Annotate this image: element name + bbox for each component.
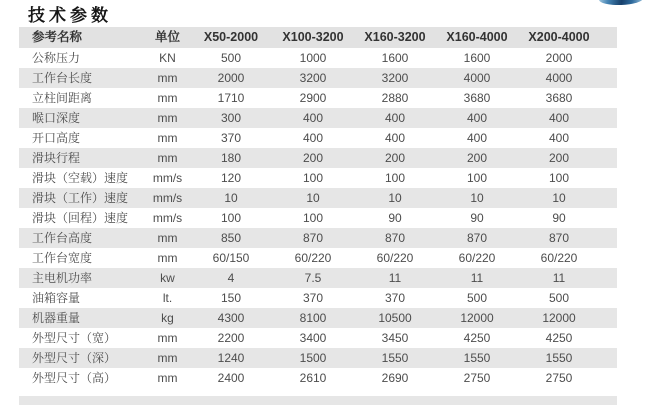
table-row	[19, 188, 617, 208]
table-row	[19, 268, 617, 288]
table-row	[19, 368, 617, 388]
value-cell: 60/220	[376, 251, 414, 265]
unit-cell: mm	[157, 331, 178, 345]
unit-cell: mm	[157, 111, 178, 125]
value-cell: 2900	[299, 91, 327, 105]
value-cell: 400	[302, 111, 324, 125]
value-cell: 100	[466, 171, 488, 185]
unit-cell: mm	[157, 231, 178, 245]
param-name-cell: 工作台长度	[32, 71, 93, 85]
value-cell: 100	[220, 211, 242, 225]
value-cell: 200	[384, 151, 406, 165]
value-cell: 100	[548, 171, 570, 185]
value-cell: 7.5	[304, 271, 322, 285]
value-cell: 10	[306, 191, 320, 205]
value-cell: 2750	[545, 371, 573, 385]
value-cell: 11	[388, 271, 402, 285]
value-cell: 300	[220, 111, 242, 125]
value-cell: 10	[388, 191, 402, 205]
value-cell: 4250	[545, 331, 573, 345]
value-cell: 400	[384, 111, 406, 125]
spec-table	[19, 27, 617, 388]
unit-cell: mm/s	[152, 171, 183, 185]
column-header: X100-3200	[282, 30, 344, 44]
value-cell: 1710	[217, 91, 245, 105]
value-cell: 100	[384, 171, 406, 185]
table-row	[19, 348, 617, 368]
value-cell: 10	[224, 191, 238, 205]
value-cell: 100	[302, 171, 324, 185]
value-cell: 3450	[381, 331, 409, 345]
value-cell: 1550	[381, 351, 409, 365]
value-cell: 200	[548, 151, 570, 165]
value-cell: 90	[388, 211, 402, 225]
value-cell: 90	[552, 211, 566, 225]
value-cell: 2750	[463, 371, 491, 385]
value-cell: 150	[220, 291, 242, 305]
value-cell: 4000	[545, 71, 573, 85]
value-cell: 60/150	[212, 251, 250, 265]
table-footer-band	[19, 396, 617, 405]
value-cell: 4300	[217, 311, 245, 325]
column-header: X200-4000	[528, 30, 590, 44]
value-cell: 10	[470, 191, 484, 205]
param-name-cell: 喉口深度	[32, 111, 81, 125]
value-cell: 870	[466, 231, 488, 245]
value-cell: 2690	[381, 371, 409, 385]
unit-cell: mm	[157, 91, 178, 105]
value-cell: 1240	[217, 351, 245, 365]
unit-cell: mm/s	[152, 191, 183, 205]
param-name-cell: 工作台宽度	[32, 251, 93, 265]
value-cell: 60/220	[294, 251, 332, 265]
param-name-cell: 立柱间距离	[32, 91, 93, 105]
value-cell: 3200	[381, 71, 409, 85]
table-row	[19, 88, 617, 108]
param-name-cell: 开口高度	[32, 131, 81, 145]
unit-cell: lt.	[162, 291, 173, 305]
param-name-cell: 滑块（工作）速度	[32, 191, 129, 205]
column-header: 参考名称	[32, 30, 83, 44]
param-name-cell: 油箱容量	[32, 291, 81, 305]
table-row	[19, 248, 617, 268]
value-cell: 2610	[299, 371, 327, 385]
value-cell: 2200	[217, 331, 245, 345]
value-cell: 12000	[460, 311, 494, 325]
value-cell: 1500	[299, 351, 327, 365]
value-cell: 870	[548, 231, 570, 245]
value-cell: 1600	[463, 51, 491, 65]
value-cell: 8100	[299, 311, 327, 325]
unit-cell: mm	[157, 151, 178, 165]
value-cell: 4	[227, 271, 235, 285]
value-cell: 850	[220, 231, 242, 245]
value-cell: 10	[552, 191, 566, 205]
value-cell: 500	[466, 291, 488, 305]
value-cell: 400	[302, 131, 324, 145]
value-cell: 1000	[299, 51, 327, 65]
value-cell: 60/220	[540, 251, 578, 265]
value-cell: 400	[548, 111, 570, 125]
unit-cell: mm	[157, 251, 178, 265]
value-cell: 90	[470, 211, 484, 225]
value-cell: 400	[548, 131, 570, 145]
value-cell: 120	[220, 171, 242, 185]
table-row	[19, 128, 617, 148]
value-cell: 12000	[542, 311, 576, 325]
param-name-cell: 工作台高度	[32, 231, 93, 245]
value-cell: 3680	[463, 91, 491, 105]
param-name-cell: 滑块（回程）速度	[32, 211, 129, 225]
logo-swoosh-icon	[599, 0, 643, 6]
unit-cell: mm	[157, 71, 178, 85]
table-row	[19, 48, 617, 68]
param-name-cell: 外型尺寸（宽）	[32, 331, 117, 345]
param-name-cell: 外型尺寸（高）	[32, 371, 117, 385]
table-row	[19, 308, 617, 328]
value-cell: 870	[302, 231, 324, 245]
value-cell: 370	[220, 131, 242, 145]
unit-cell: KN	[159, 51, 176, 65]
param-name-cell: 滑块行程	[32, 151, 81, 165]
value-cell: 3200	[299, 71, 327, 85]
value-cell: 500	[548, 291, 570, 305]
value-cell: 11	[470, 271, 484, 285]
unit-cell: mm/s	[152, 211, 183, 225]
table-row	[19, 228, 617, 248]
value-cell: 870	[384, 231, 406, 245]
unit-cell: mm	[157, 131, 178, 145]
value-cell: 11	[552, 271, 566, 285]
value-cell: 3680	[545, 91, 573, 105]
page-title: 技术参数	[28, 6, 112, 25]
value-cell: 2400	[217, 371, 245, 385]
param-name-cell: 机器重量	[32, 311, 81, 325]
value-cell: 370	[302, 291, 324, 305]
column-header: X160-4000	[446, 30, 508, 44]
value-cell: 180	[220, 151, 242, 165]
value-cell: 4250	[463, 331, 491, 345]
column-header: 单位	[154, 30, 180, 44]
param-name-cell: 主电机功率	[32, 271, 93, 285]
value-cell: 1550	[463, 351, 491, 365]
value-cell: 2880	[381, 91, 409, 105]
value-cell: 370	[384, 291, 406, 305]
param-name-cell: 滑块（空载）速度	[32, 171, 129, 185]
table-row	[19, 68, 617, 88]
column-header: X50-2000	[203, 30, 259, 44]
value-cell: 200	[302, 151, 324, 165]
value-cell: 2000	[545, 51, 573, 65]
value-cell: 400	[466, 111, 488, 125]
value-cell: 4000	[463, 71, 491, 85]
table-row	[19, 168, 617, 188]
value-cell: 1600	[381, 51, 409, 65]
value-cell: 400	[384, 131, 406, 145]
table-header-row	[19, 27, 617, 48]
unit-cell: mm	[157, 371, 178, 385]
value-cell: 2000	[217, 71, 245, 85]
unit-cell: kw	[160, 271, 175, 285]
param-name-cell: 公称压力	[32, 51, 81, 65]
table-row	[19, 108, 617, 128]
unit-cell: kg	[161, 311, 174, 325]
table-row	[19, 328, 617, 348]
value-cell: 10500	[378, 311, 412, 325]
value-cell: 1550	[545, 351, 573, 365]
table-row	[19, 288, 617, 308]
param-name-cell: 外型尺寸（深）	[32, 351, 117, 365]
column-header: X160-3200	[364, 30, 426, 44]
table-row	[19, 208, 617, 228]
value-cell: 400	[466, 131, 488, 145]
value-cell: 500	[220, 51, 242, 65]
unit-cell: mm	[157, 351, 178, 365]
value-cell: 100	[302, 211, 324, 225]
value-cell: 60/220	[458, 251, 496, 265]
table-row	[19, 148, 617, 168]
value-cell: 200	[466, 151, 488, 165]
value-cell: 3400	[299, 331, 327, 345]
